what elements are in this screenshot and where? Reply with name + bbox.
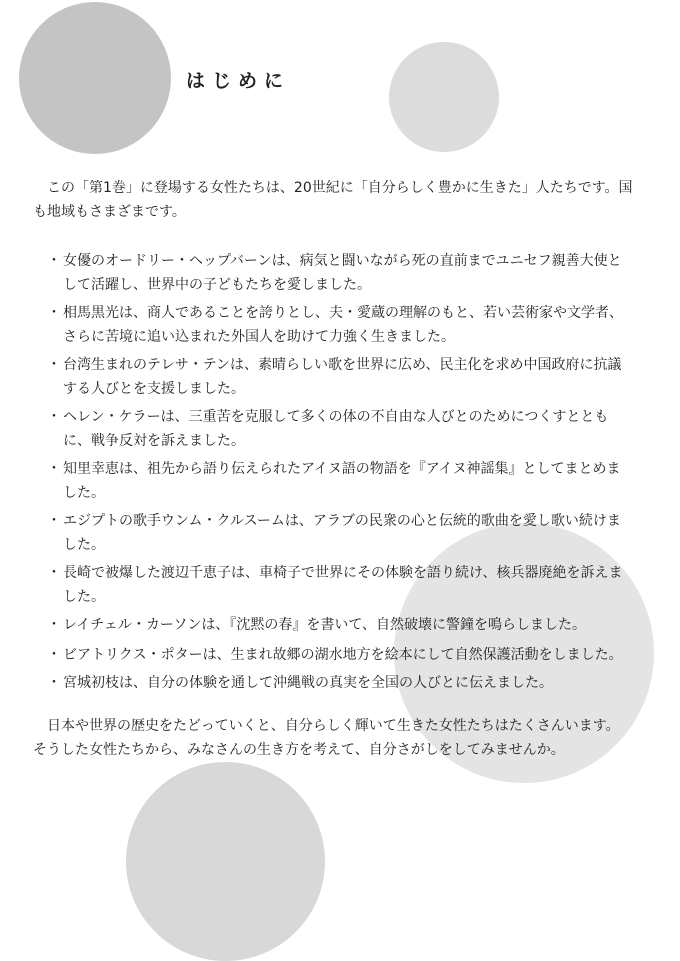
intro-text: この「第1巻」に登場する女性たちは、20世紀に「自分らしく豊かに生きた」人たちです。国も地域もさまざまです。 xyxy=(33,180,633,220)
closing-text: 日本や世界の歴史をたどっていくと、自分らしく輝いて生きた女性たちはたくさんいます。そうした女性たちから、みなさんの生き方を考えて、自分さがしをしてみませんか。 xyxy=(33,718,620,758)
list-item: ・ 女優のオードリー・ヘップバーンは、病気と闘いながら死の直前までユニセフ親善大使として活躍し、世界中の子どもたちを愛しました。 xyxy=(47,249,629,297)
intro-paragraph xyxy=(33,176,633,224)
decorative-circle xyxy=(126,762,325,961)
list-item: ・ 宮城初枝は、自分の体験を通して沖縄戦の真実を全国の人びとに伝えました。 xyxy=(47,671,629,695)
list-item: ・ 長崎で被爆した渡辺千恵子は、車椅子で世界にその体験を語り続け、核兵器廃絶を訴えました。 xyxy=(47,561,629,609)
women-list xyxy=(47,249,629,699)
decorative-circle xyxy=(19,2,171,154)
decorative-circle xyxy=(389,42,499,152)
closing-paragraph xyxy=(33,714,633,762)
list-item: ・ エジプトの歌手ウンム・クルスームは、アラブの民衆の心と伝統的歌曲を愛し歌い続けました。 xyxy=(47,509,629,557)
list-item: ・ 相馬黒光は、商人であることを誇りとし、夫・愛蔵の理解のもと、若い芸術家や文学者、さらに苦境に追い込まれた外国人を助けて力強く生きました。 xyxy=(47,301,629,349)
list-item: ・ ビアトリクス・ポターは、生まれ故郷の湖水地方を絵本にして自然保護活動をしました。 xyxy=(47,643,629,667)
list-item: ・ ヘレン・ケラーは、三重苦を克服して多くの体の不自由な人びとのためにつくすとともに、戦争反対を訴えました。 xyxy=(47,405,629,453)
list-item: ・ レイチェル・カーソンは、『沈黙の春』を書いて、自然破壊に警鐘を鳴らしました。 xyxy=(47,613,629,637)
page-title: はじめに xyxy=(186,70,291,92)
list-item: ・ 知里幸恵は、祖先から語り伝えられたアイヌ語の物語を『アイヌ神謡集』としてまとめました。 xyxy=(47,457,629,505)
list-item: ・ 台湾生まれのテレサ・テンは、素晴らしい歌を世界に広め、民主化を求め中国政府に抗議する人びとを支援しました。 xyxy=(47,353,629,401)
